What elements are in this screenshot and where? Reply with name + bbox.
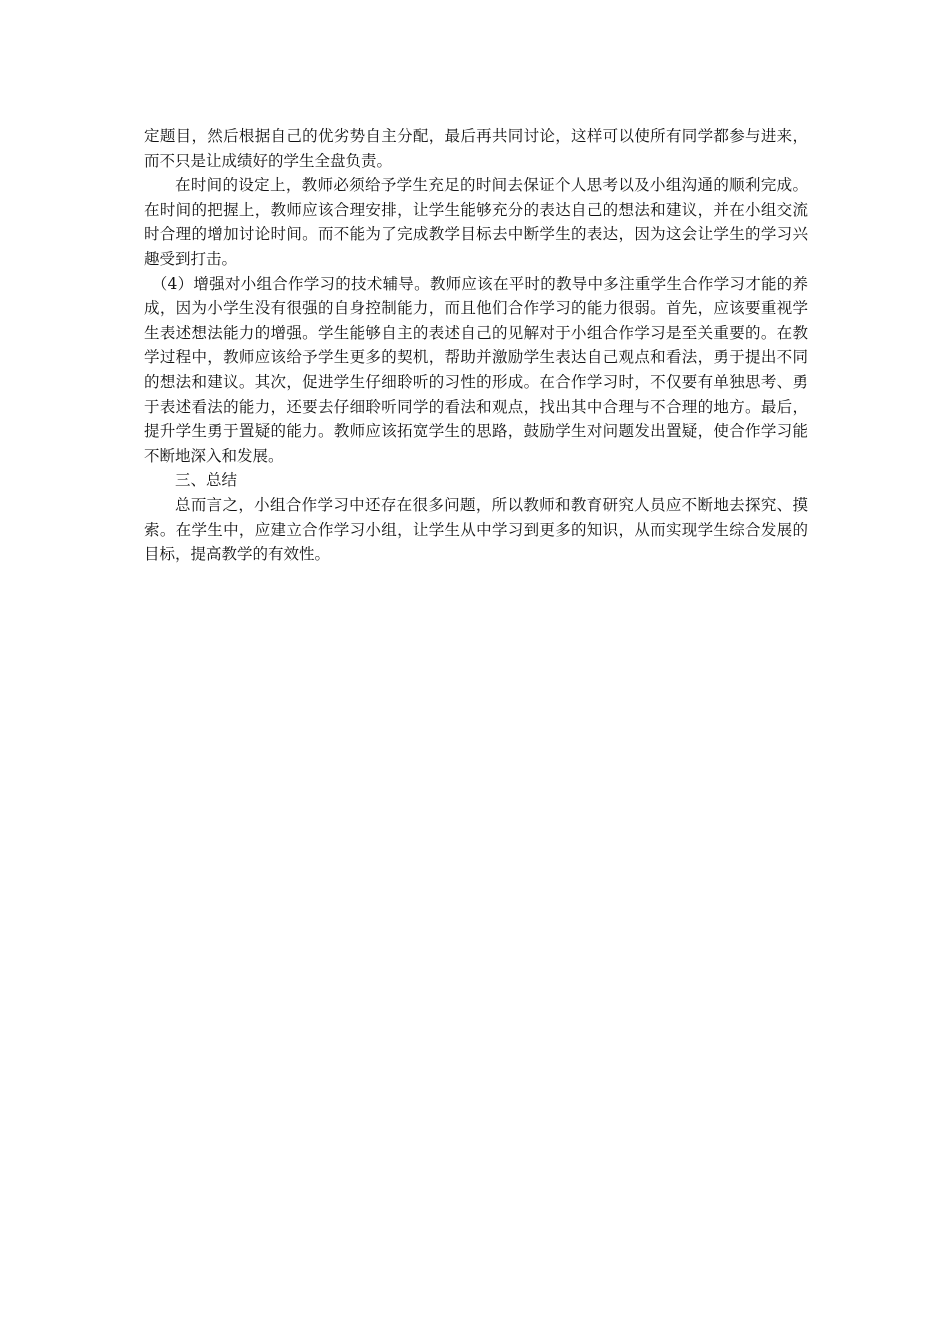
paragraph-time-setting: 在时间的设定上，教师必须给予学生充足的时间去保证个人思考以及小组沟通的顺利完成。在时间的把握上，教师应该合理安排，让学生能够充分的表达自己的想法和建议，并在小组交流时合理的增加讨论时间。而不能为了完成教学目标去中断学生的表达，因为这会让学生的学习兴趣受到打击。 [144,176,808,268]
paragraph-technical-guidance [144,272,808,469]
paragraph-technical-guidance-text: （4）增强对小组合作学习的技术辅导。教师应该在平时的教导中多注重学生合作学习才能的养成，因为小学生没有很强的自身控制能力，而且他们合作学习的能力很弱。首先，应该要重视学生表述想法能力的增强。学生能够自主的表述自己的见解对于小组合作学习是至关重要的。在教学过程中，教师应该给予学生更多的契机，帮助并激励学生表达自己观点和看法，勇于提出不同的想法和建议。其次，促进学生仔细聆听的习性的形成。在合作学习时，不仅要有单独思考、勇于表述看法的能力，还要去仔细聆听同学的看法和观点，找出其中合理与不合理的地方。最后，提升学生勇于置疑的能力。教师应该拓宽学生的思路，鼓励学生对问题发出置疑，使合作学习能不断地深入和发展。 [144,274,808,465]
document-page [144,124,808,567]
section-heading-summary: 三、总结 [175,471,238,490]
paragraph-continuation: 定题目，然后根据自己的优劣势自主分配，最后再共同讨论，这样可以使所有同学都参与进来，而不只是让成绩好的学生全盘负责。 [144,127,808,170]
paragraph-summary: 总而言之，小组合作学习中还存在很多问题，所以教师和教育研究人员应不断地去探究、摸索。在学生中，应建立合作学习小组，让学生从中学习到更多的知识，从而实现学生综合发展的目标，提高教学的有效性。 [144,495,808,564]
